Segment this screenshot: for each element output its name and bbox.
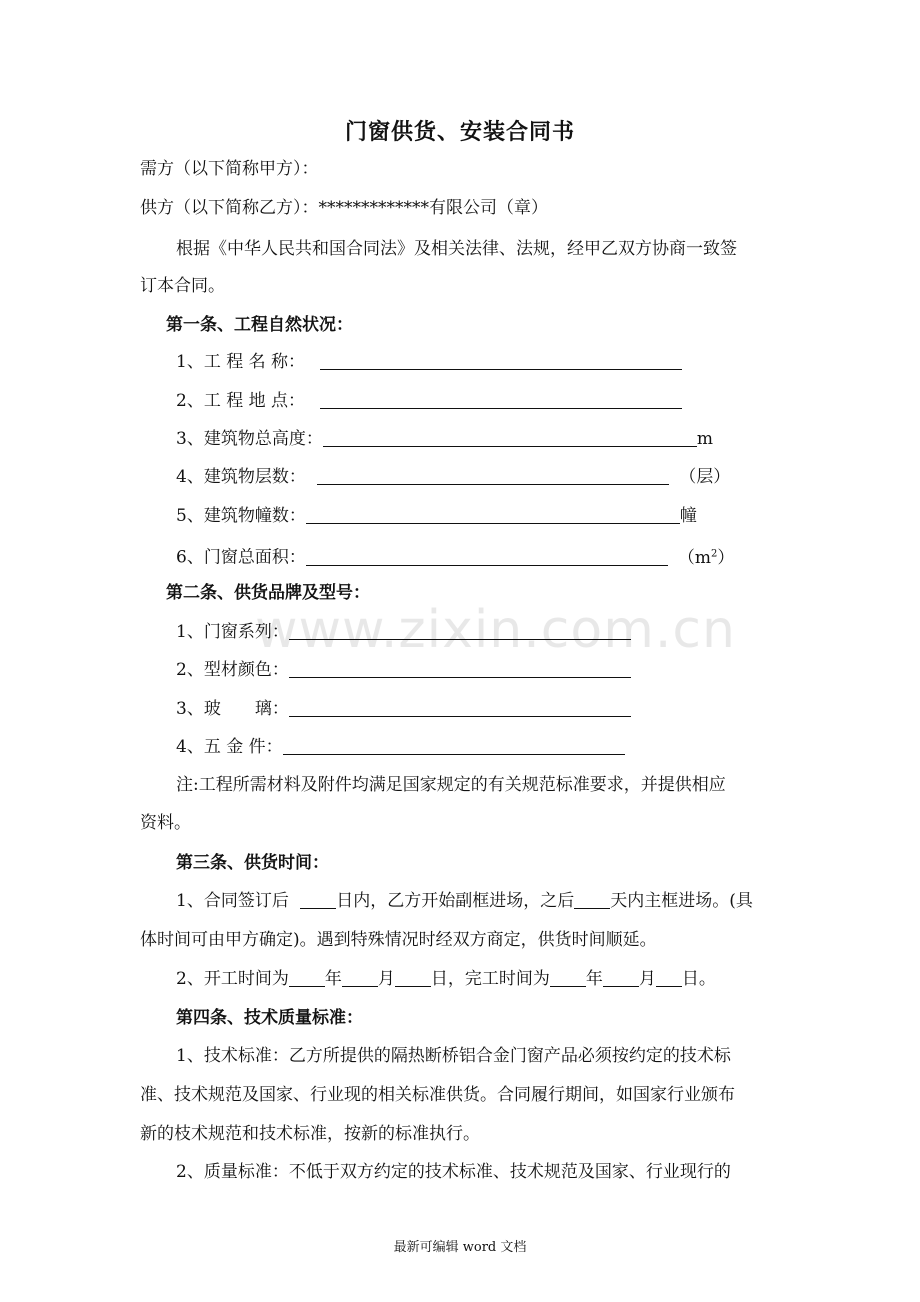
start-month-blank[interactable] <box>342 968 378 987</box>
building-floors-label: 4、建筑物层数： <box>176 467 306 487</box>
building-count-label: 5、建筑物幢数： <box>176 506 306 526</box>
supply-time-line-1: 1、合同签订后 日内，乙方开始副框进场，之后 天内主框进场。(具 <box>176 891 753 911</box>
end-month-blank[interactable] <box>603 968 639 987</box>
window-series-row <box>176 619 631 645</box>
end-day-blank[interactable] <box>656 968 682 987</box>
glass-row <box>176 696 631 722</box>
profile-color-blank[interactable] <box>289 659 631 678</box>
project-name-row <box>176 349 682 375</box>
window-area-unit: $(m^2)$ <box>677 547 735 568</box>
glass-label: 3、玻 璃： <box>176 699 289 719</box>
tech-standard-line-3: 新的枝术规范和技术标准，按新的标准执行。 <box>140 1124 480 1144</box>
tech-standard-line-2: 准、技术规范及国家、行业现的相关标准供货。合同履行期间，如国家行业颁布 <box>140 1085 735 1105</box>
project-location-row <box>176 388 682 414</box>
watermark: www.zixin.com.cn <box>255 600 736 660</box>
article-4-heading: 第四条、技术质量标准： <box>176 1008 363 1028</box>
building-height-row <box>176 426 713 452</box>
window-series-label: 1、门窗系列： <box>176 622 289 642</box>
start-day-blank[interactable] <box>395 968 431 987</box>
intro-line-2: 订本合同。 <box>140 276 225 296</box>
article-2-heading: 第二条、供货品牌及型号： <box>166 583 370 603</box>
building-count-row <box>176 503 697 529</box>
window-area-blank[interactable] <box>306 547 668 566</box>
profile-color-label: 2、型材颜色： <box>176 660 289 680</box>
glass-blank[interactable] <box>289 698 631 717</box>
window-series-blank[interactable] <box>289 621 631 640</box>
document-title: 门窗供货、安装合同书 <box>344 119 575 145</box>
building-floors-blank[interactable] <box>317 466 669 485</box>
sub-frame-days-blank[interactable] <box>300 890 336 909</box>
quality-standard-line-1: 2、质量标准：不低于双方约定的技术标准、技术规范及国家、行业现行的 <box>176 1162 731 1182</box>
hardware-blank[interactable] <box>283 736 625 755</box>
tech-standard-line-1: 1、技术标准：乙方所提供的隔热断桥铝合金门窗产品必须按约定的技术标 <box>176 1046 731 1066</box>
work-period-line: 2、开工时间为 年 月 日，完工时间为 年 月 日。 <box>176 969 716 989</box>
party-a-line: 需方（以下简称甲方）： <box>140 159 319 179</box>
building-height-label: 3、建筑物总高度： <box>176 429 323 449</box>
hardware-row <box>176 734 625 760</box>
intro-line-1: 根据《中华人民共和国合同法》及相关法律、法规，经甲乙双方协商一致签 <box>176 239 737 259</box>
project-name-blank[interactable] <box>320 351 682 370</box>
building-count-blank[interactable] <box>306 505 680 524</box>
article-1-heading: 第一条、工程自然状况： <box>166 315 353 335</box>
project-name-label: 1、工 程 名 称： <box>176 352 306 372</box>
start-year-blank[interactable] <box>289 968 325 987</box>
end-year-blank[interactable] <box>550 968 586 987</box>
building-floors-unit: （层） <box>679 467 731 487</box>
building-floors-row <box>176 464 730 490</box>
hardware-label: 4、五 金 件： <box>176 737 283 757</box>
profile-color-row <box>176 657 631 683</box>
party-b-line: 供方（以下简称乙方）：*************有限公司（章） <box>140 198 548 218</box>
supply-time-line-2: 体时间可由甲方确定)。遇到特殊情况时经双方商定，供货时间顺延。 <box>140 930 657 950</box>
building-count-unit: 幢 <box>679 506 697 526</box>
article-3-heading: 第三条、供货时间： <box>176 853 329 873</box>
main-frame-days-blank[interactable] <box>574 890 610 909</box>
project-location-label: 2、工 程 地 点： <box>176 391 306 411</box>
project-location-blank[interactable] <box>320 390 682 409</box>
building-height-unit: m <box>696 429 713 449</box>
note-line-2: 资料。 <box>140 813 191 833</box>
building-height-blank[interactable] <box>323 428 697 447</box>
window-area-row <box>176 541 734 571</box>
page-footer: 最新可编辑 word 文档 <box>393 1240 527 1255</box>
window-area-label: 6、门窗总面积： <box>176 547 306 568</box>
note-line-1: 注:工程所需材料及附件均满足国家规定的有关规范标准要求，并提供相应 <box>176 775 726 795</box>
